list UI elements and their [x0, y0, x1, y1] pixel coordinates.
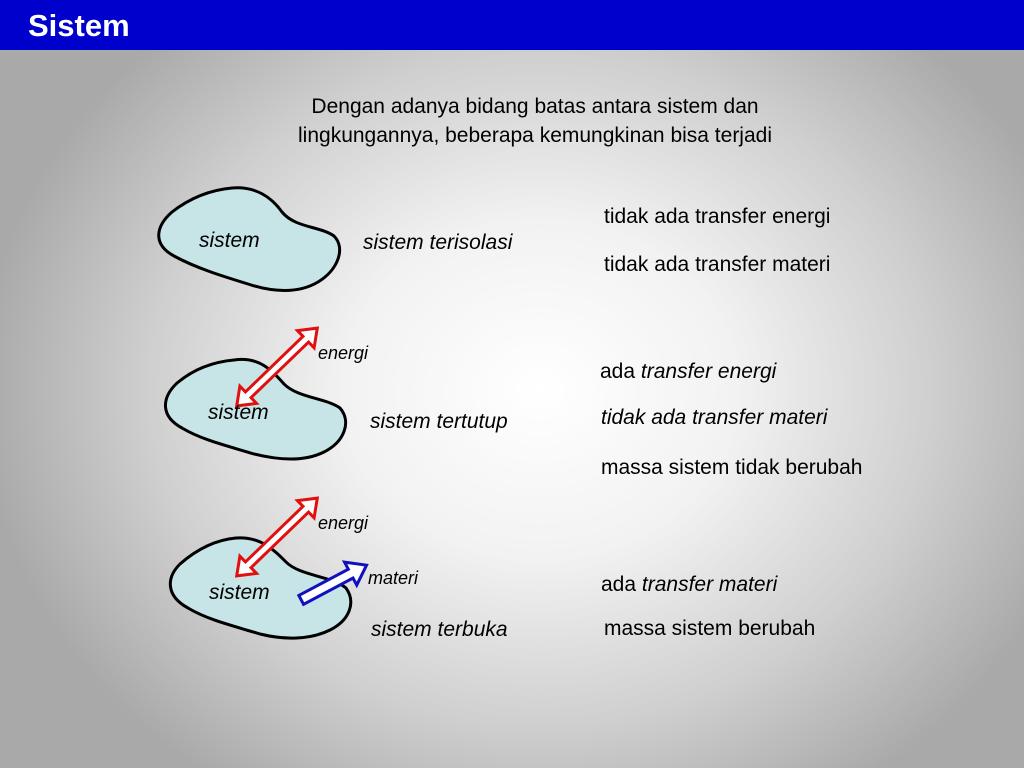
closed-desc-1: [600, 360, 776, 384]
open-desc-1-prefix: ada: [601, 573, 637, 596]
open-blob-label: sistem: [209, 581, 270, 604]
closed-desc-2: tidak ada transfer materi: [601, 406, 828, 429]
isolated-blob-label: sistem: [199, 229, 260, 252]
closed-desc-1-italic: transfer energi: [640, 360, 777, 383]
open-desc-2: massa sistem berubah: [604, 617, 816, 640]
slide-title: Sistem: [28, 8, 130, 43]
open-energy-label: energi: [318, 513, 369, 533]
open-desc-1-italic: transfer materi: [641, 573, 778, 596]
closed-desc-1-prefix: ada: [600, 360, 636, 383]
isolated-desc-1: tidak ada transfer energi: [604, 205, 831, 228]
closed-energy-label: energi: [318, 343, 369, 363]
open-system-name: sistem terbuka: [371, 618, 508, 641]
intro-line-2: lingkungannya, beberapa kemungkinan bisa terjadi: [298, 124, 772, 147]
open-desc-1: [601, 573, 777, 597]
closed-blob-label: sistem: [208, 401, 269, 424]
closed-system-name: sistem tertutup: [370, 410, 508, 433]
isolated-desc-2: tidak ada transfer materi: [604, 253, 831, 276]
isolated-system-name: sistem terisolasi: [363, 231, 513, 254]
open-matter-label: materi: [368, 568, 419, 588]
closed-desc-3: massa sistem tidak berubah: [601, 456, 863, 479]
intro-line-1: Dengan adanya bidang batas antara sistem dan: [311, 95, 759, 118]
